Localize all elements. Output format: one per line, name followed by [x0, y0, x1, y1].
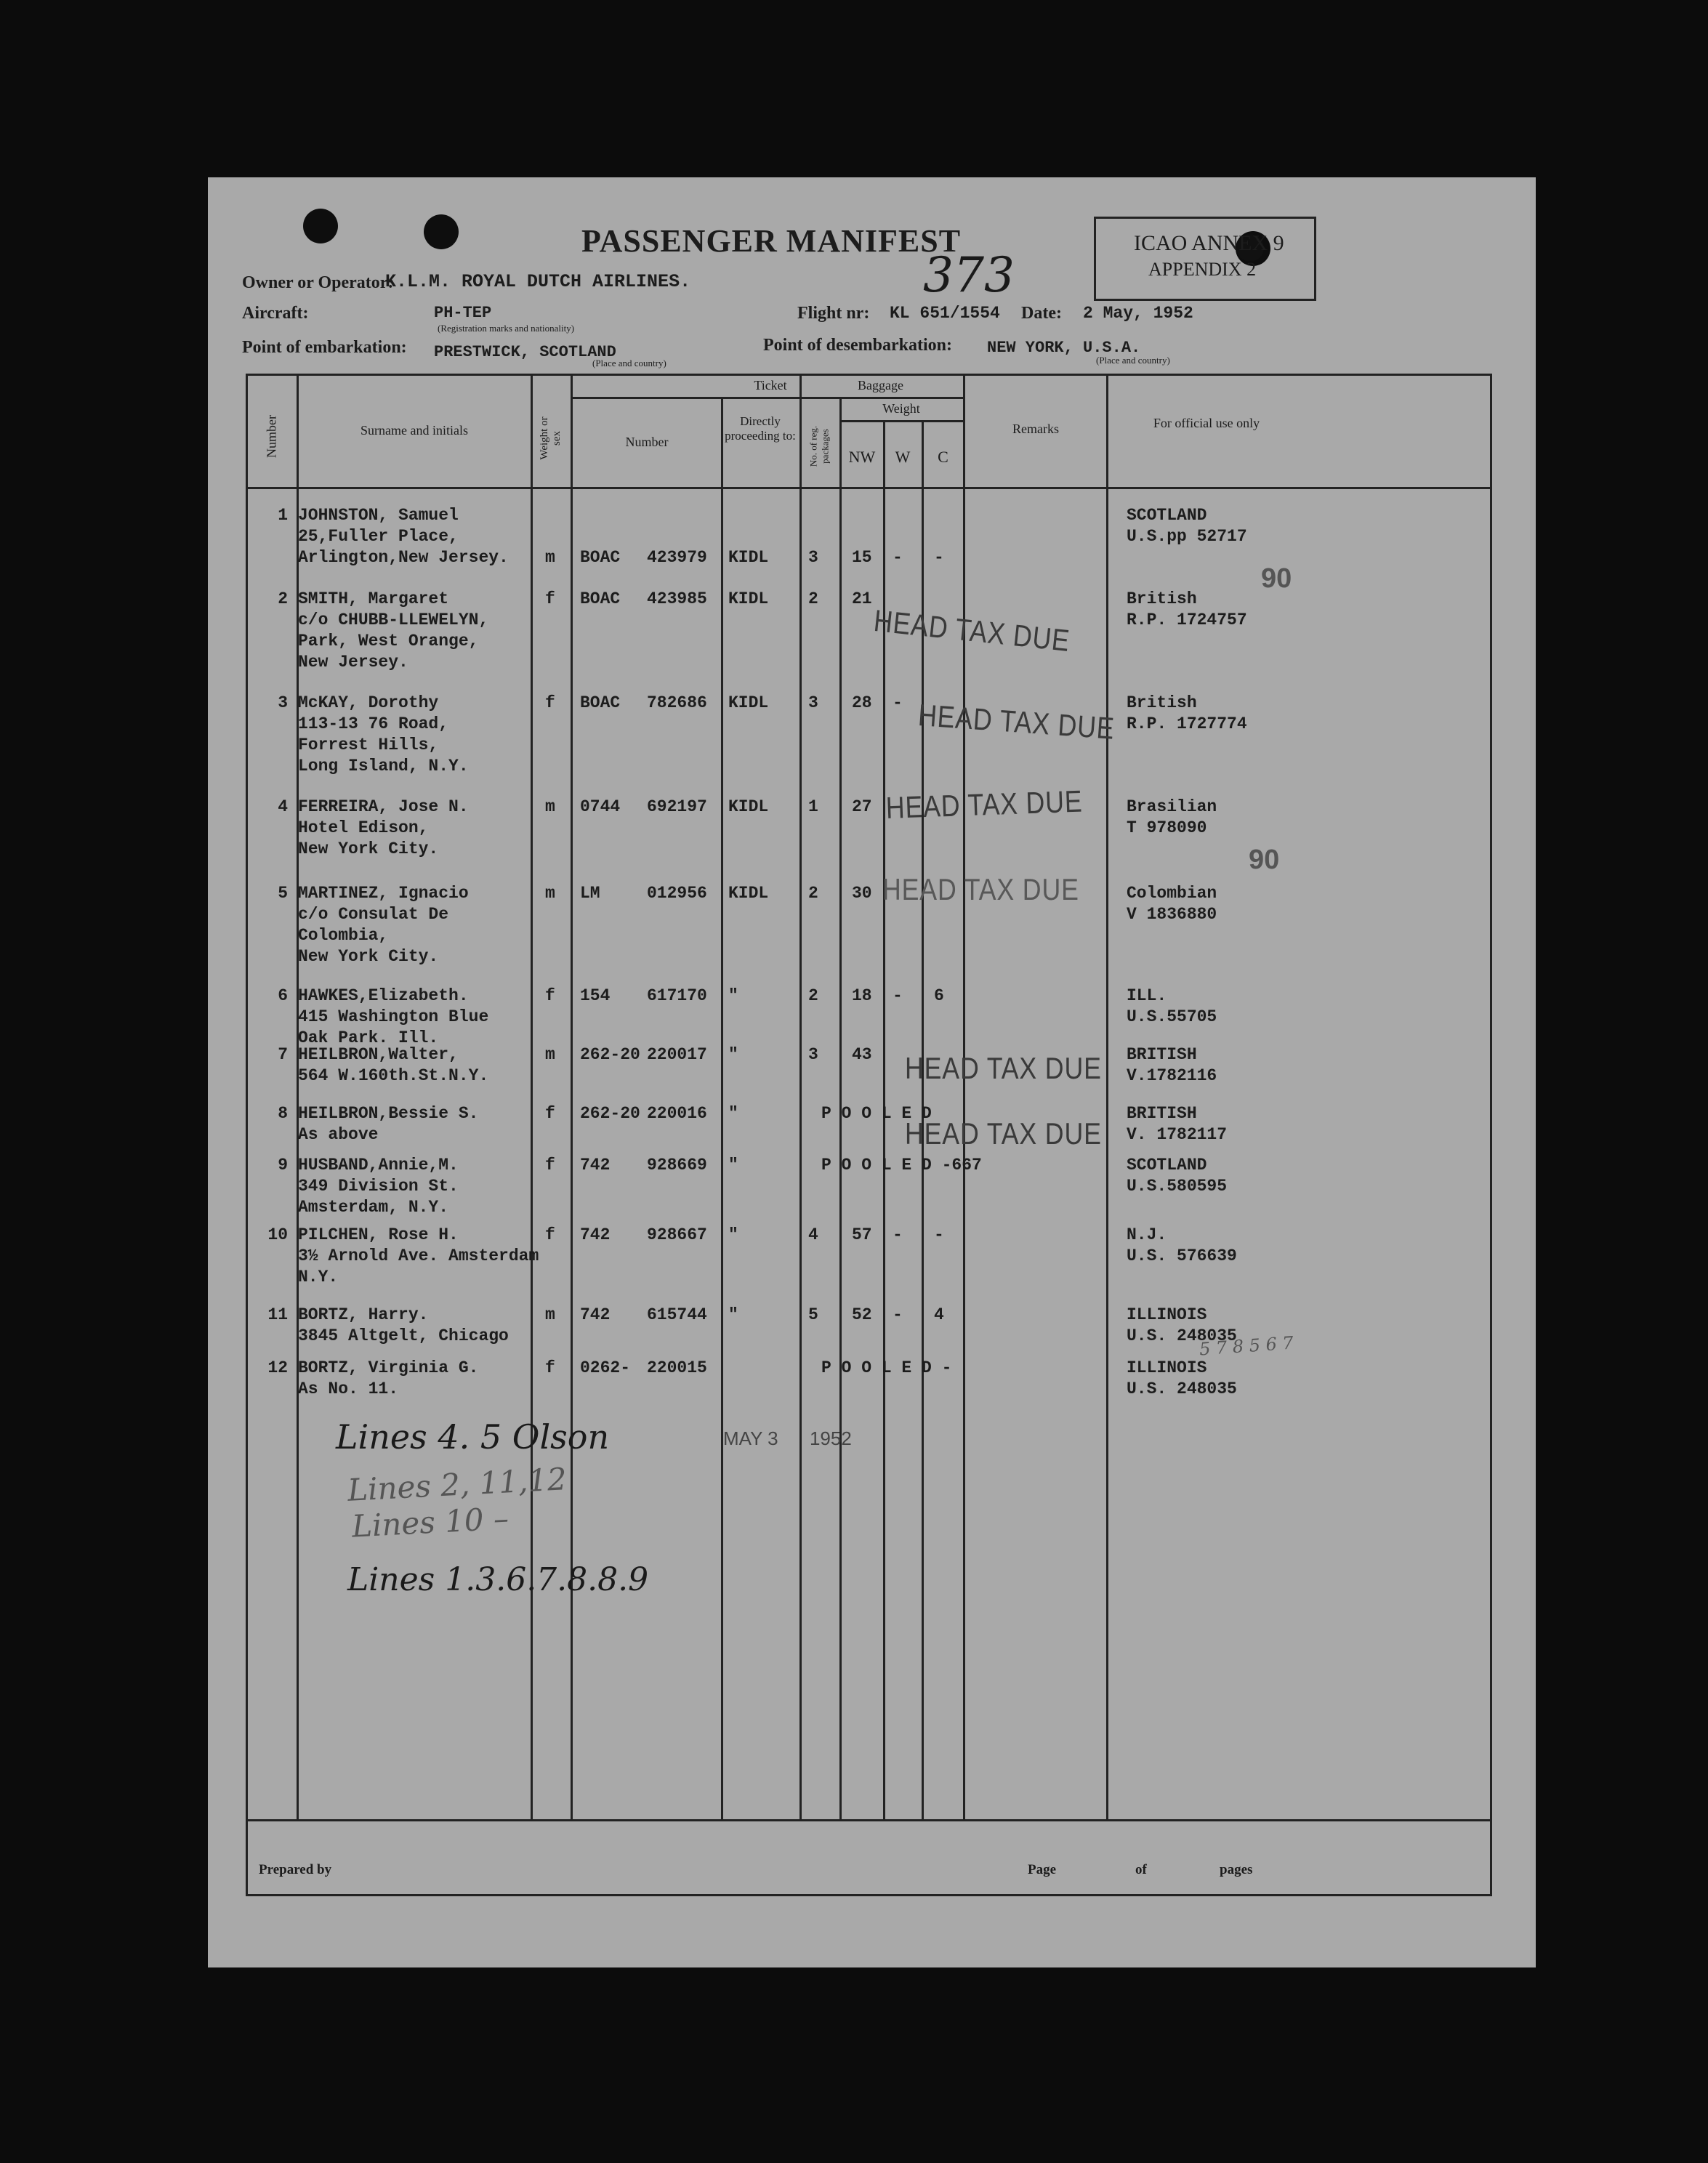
col-rule	[246, 374, 248, 1896]
row-tn: 617170	[647, 986, 707, 1005]
row-pk: 3	[808, 548, 818, 567]
punch-hole	[424, 214, 459, 249]
row-name: McKAY, Dorothy 113-13 76 Road, Forrest Hills, Long Island, N.Y.	[298, 693, 469, 776]
embark-value: PRESTWICK, SCOTLAND	[434, 343, 616, 361]
row-name: BORTZ, Harry. 3845 Altgelt, Chicago	[298, 1305, 509, 1345]
row-tn: 692197	[647, 797, 707, 816]
col-rule	[531, 374, 533, 1820]
row-num: 1	[278, 506, 288, 525]
date-value: 2 May, 1952	[1083, 304, 1193, 323]
col-header-ticket: Ticket	[754, 378, 787, 392]
date-stamp: MAY 3 1952	[723, 1427, 852, 1449]
weight-subrule	[839, 420, 963, 422]
of-label: of	[1135, 1862, 1147, 1877]
aircraft-label: Aircraft:	[242, 304, 309, 323]
row-sex: f	[545, 1358, 555, 1377]
row-sex: f	[545, 589, 555, 608]
row-dest: KIDL	[728, 797, 769, 816]
row-sex: f	[545, 1225, 555, 1244]
row-off: SCOTLAND U.S.580595	[1127, 1156, 1228, 1196]
head-tax-stamp: HEAD TAX DUE	[905, 1051, 1102, 1085]
row-num: 7	[278, 1045, 288, 1064]
row-name: PILCHEN, Rose H. 3½ Arnold Ave. Amsterdam N.Y.	[298, 1225, 539, 1286]
table-header-rule	[246, 487, 1490, 489]
handwritten-line-d: Lines 1.3.6.7.8.8.9	[347, 1561, 649, 1598]
row-name: MARTINEZ, Ignacio c/o Consulat De Colombia, New York City.	[298, 884, 469, 966]
row-pk: 2	[808, 589, 818, 608]
col-rule	[963, 374, 965, 1820]
handwritten-number: 373	[923, 247, 1015, 303]
row-nw: 52	[852, 1305, 872, 1324]
col-header-official: For official use only	[1153, 416, 1260, 430]
aircraft-value: PH-TEP	[434, 304, 492, 322]
disembark-label: Point of desembarkation:	[763, 336, 952, 355]
row-nw: 15	[852, 548, 872, 567]
col-header-nw: NW	[848, 448, 876, 466]
row-tp: 262-20	[580, 1104, 640, 1123]
embark-label: Point of embarkation:	[242, 338, 407, 357]
row-pk: 3	[808, 693, 818, 712]
punch-hole	[303, 209, 338, 243]
row-off: ILLINOIS U.S. 248035	[1127, 1358, 1237, 1398]
row-tp: BOAC	[580, 693, 621, 712]
row-dest: "	[728, 1225, 738, 1244]
row-tn: 615744	[647, 1305, 707, 1324]
ticket-subrule	[571, 397, 963, 399]
col-header-baggage: Baggage	[858, 378, 903, 392]
row-tp: BOAC	[580, 548, 621, 567]
row-tn: 012956	[647, 884, 707, 903]
flight-label: Flight nr:	[797, 304, 870, 323]
row-tn: 423979	[647, 548, 707, 567]
col-header-surname: Surname and initials	[360, 423, 468, 438]
row-c: -	[934, 1225, 944, 1244]
row-dest: "	[728, 1045, 738, 1064]
disembark-value: NEW YORK, U.S.A.	[987, 339, 1141, 357]
row-off: SCOTLAND U.S.pp 52717	[1127, 506, 1247, 546]
owner-value: K.L.M. ROYAL DUTCH AIRLINES.	[385, 271, 691, 292]
col-rule	[1106, 374, 1108, 1820]
row-dest: KIDL	[728, 693, 769, 712]
row-sex: m	[545, 548, 555, 567]
row-w: -	[893, 986, 903, 1005]
row-nw: 30	[852, 884, 872, 903]
row-c: 6	[934, 986, 944, 1005]
owner-label: Owner or Operator:	[242, 273, 394, 292]
row-off: British R.P. 1724757	[1127, 589, 1247, 629]
row-pk: 2	[808, 884, 818, 903]
number-90-stamp: 90	[1261, 563, 1292, 594]
row-tn: 782686	[647, 693, 707, 712]
row-pk: 1	[808, 797, 818, 816]
row-num: 4	[278, 797, 288, 816]
aircraft-note: (Registration marks and nationality)	[438, 323, 575, 334]
row-off: Brasilian T 978090	[1127, 797, 1217, 837]
row-c: 4	[934, 1305, 944, 1324]
row-nw: 43	[852, 1045, 872, 1064]
row-tn: 928667	[647, 1225, 707, 1244]
row-nw: 21	[852, 589, 872, 608]
row-off: BRITISH V.1782116	[1127, 1045, 1217, 1085]
table-bottom-rule	[246, 1819, 1490, 1821]
row-pk: 3	[808, 1045, 818, 1064]
row-nw: 27	[852, 797, 872, 816]
handwritten-line-a: Lines 4. 5 Olson	[336, 1417, 610, 1457]
annex-line2: APPENDIX 2	[1148, 259, 1257, 280]
flight-value: KL 651/1554	[890, 304, 1000, 323]
col-rule	[1490, 374, 1492, 1896]
row-tn: 220017	[647, 1045, 707, 1064]
row-num: 2	[278, 589, 288, 608]
row-name: BORTZ, Virginia G. As No. 11.	[298, 1358, 479, 1398]
row-tn: 220016	[647, 1104, 707, 1123]
row-off: BRITISH V. 1782117	[1127, 1104, 1228, 1144]
row-sex: f	[545, 1156, 555, 1175]
row-tp: 0262-	[580, 1358, 631, 1377]
row-pk: 2	[808, 986, 818, 1005]
row-off: British R.P. 1727774	[1127, 693, 1247, 733]
number-90-stamp: 90	[1249, 845, 1280, 875]
col-header-remarks: Remarks	[1012, 422, 1059, 436]
row-tp: 154	[580, 986, 611, 1005]
head-tax-stamp: HEAD TAX DUE	[885, 784, 1084, 825]
row-sex: m	[545, 797, 555, 816]
row-pk: P O O L E D -667	[821, 1156, 982, 1175]
row-sex: m	[545, 1305, 555, 1324]
row-w: -	[893, 1225, 903, 1244]
col-rule	[799, 374, 802, 1820]
row-off: N.J. U.S. 576639	[1127, 1225, 1237, 1265]
col-header-w: W	[895, 448, 911, 466]
row-nw: 18	[852, 986, 872, 1005]
row-sex: f	[545, 986, 555, 1005]
date-label: Date:	[1021, 304, 1062, 323]
row-tp: BOAC	[580, 589, 621, 608]
row-num: 6	[278, 986, 288, 1005]
row-num: 8	[278, 1104, 288, 1123]
row-sex: m	[545, 1045, 555, 1064]
col-header-weight-sex: Weight or sex	[539, 416, 563, 460]
row-dest: "	[728, 986, 738, 1005]
prepared-by-label: Prepared by	[259, 1862, 332, 1877]
row-c: -	[934, 548, 944, 567]
row-nw: 28	[852, 693, 872, 712]
row-w: -	[893, 548, 903, 567]
row-num: 9	[278, 1156, 288, 1175]
row-num: 5	[278, 884, 288, 903]
row-num: 3	[278, 693, 288, 712]
row-tp: 262-20	[580, 1045, 640, 1064]
row-name: HEILBRON,Walter, 564 W.160th.St.N.Y.	[298, 1045, 489, 1085]
head-tax-stamp: HEAD TAX DUE	[917, 698, 1116, 746]
row-dest: KIDL	[728, 589, 769, 608]
pages-label: pages	[1220, 1862, 1253, 1877]
row-tp: LM	[580, 884, 600, 903]
col-header-number: Number	[264, 415, 279, 458]
row-pk: P O O L E D -	[821, 1358, 952, 1377]
row-name: HAWKES,Elizabeth. 415 Washington Blue Oak Park. Ill.	[298, 986, 489, 1047]
head-tax-stamp: HEAD TAX DUE	[882, 872, 1079, 906]
row-name: JOHNSTON, Samuel 25,Fuller Place, Arlington,New Jersey.	[298, 506, 509, 567]
row-off: ILL. U.S.55705	[1127, 986, 1217, 1026]
col-header-ticket-number: Number	[625, 435, 669, 449]
col-header-directly: Directly proceeding to:	[725, 414, 796, 443]
col-rule	[721, 398, 723, 1820]
disembark-note: (Place and country)	[1096, 355, 1170, 366]
row-off: ILLINOIS U.S. 248035	[1127, 1305, 1237, 1345]
handwritten-line-b: Lines 2, 11,12	[346, 1461, 568, 1508]
row-dest: "	[728, 1156, 738, 1175]
head-tax-stamp: HEAD TAX DUE	[905, 1116, 1102, 1151]
row-dest: "	[728, 1104, 738, 1123]
row-off: Colombian V 1836880	[1127, 884, 1217, 924]
row-tn: 220015	[647, 1358, 707, 1377]
row-pk: P O O L E D	[821, 1104, 932, 1123]
row-sex: m	[545, 884, 555, 903]
annex-line1: ICAO ANNEX 9	[1134, 231, 1284, 255]
row-w: -	[893, 1305, 903, 1324]
row-sex: f	[545, 693, 555, 712]
row-tp: 742	[580, 1156, 611, 1175]
row-name: FERREIRA, Jose N. Hotel Edison, New York City.	[298, 797, 469, 858]
col-header-weight: Weight	[882, 401, 920, 416]
head-tax-stamp: HEAD TAX DUE	[872, 603, 1072, 658]
row-dest: KIDL	[728, 548, 769, 567]
row-tp: 742	[580, 1305, 611, 1324]
row-tn: 423985	[647, 589, 707, 608]
row-nw: 57	[852, 1225, 872, 1244]
row-pk: 4	[808, 1225, 818, 1244]
row-tp: 0744	[580, 797, 621, 816]
row-tn: 928669	[647, 1156, 707, 1175]
embark-note: (Place and country)	[592, 358, 666, 368]
row-name: HEILBRON,Bessie S. As above	[298, 1104, 479, 1144]
table-top-rule	[246, 374, 1490, 376]
page-label: Page	[1028, 1862, 1057, 1877]
row-tp: 742	[580, 1225, 611, 1244]
row-w: -	[893, 693, 903, 712]
handwritten-line-c: Lines 10 –	[350, 1500, 510, 1544]
col-header-packages: No. of reg. packages	[807, 425, 831, 467]
col-rule	[571, 374, 573, 1820]
row-sex: f	[545, 1104, 555, 1123]
col-header-c: C	[938, 448, 948, 466]
page-title: PASSENGER MANIFEST	[581, 223, 962, 259]
footer-rule	[246, 1894, 1490, 1896]
row-num: 12	[267, 1358, 288, 1377]
row-num: 11	[267, 1305, 288, 1324]
row-pk: 5	[808, 1305, 818, 1324]
row-name: HUSBAND,Annie,M. 349 Division St. Amsterdam, N.Y.	[298, 1156, 459, 1217]
row-dest: "	[728, 1305, 738, 1324]
row-num: 10	[267, 1225, 288, 1244]
row-name: SMITH, Margaret c/o CHUBB-LLEWELYN, Park, West Orange, New Jersey.	[298, 589, 489, 672]
row-dest: KIDL	[728, 884, 769, 903]
handwritten-annotation: 5 7 8 5 6 7	[1199, 1332, 1294, 1360]
